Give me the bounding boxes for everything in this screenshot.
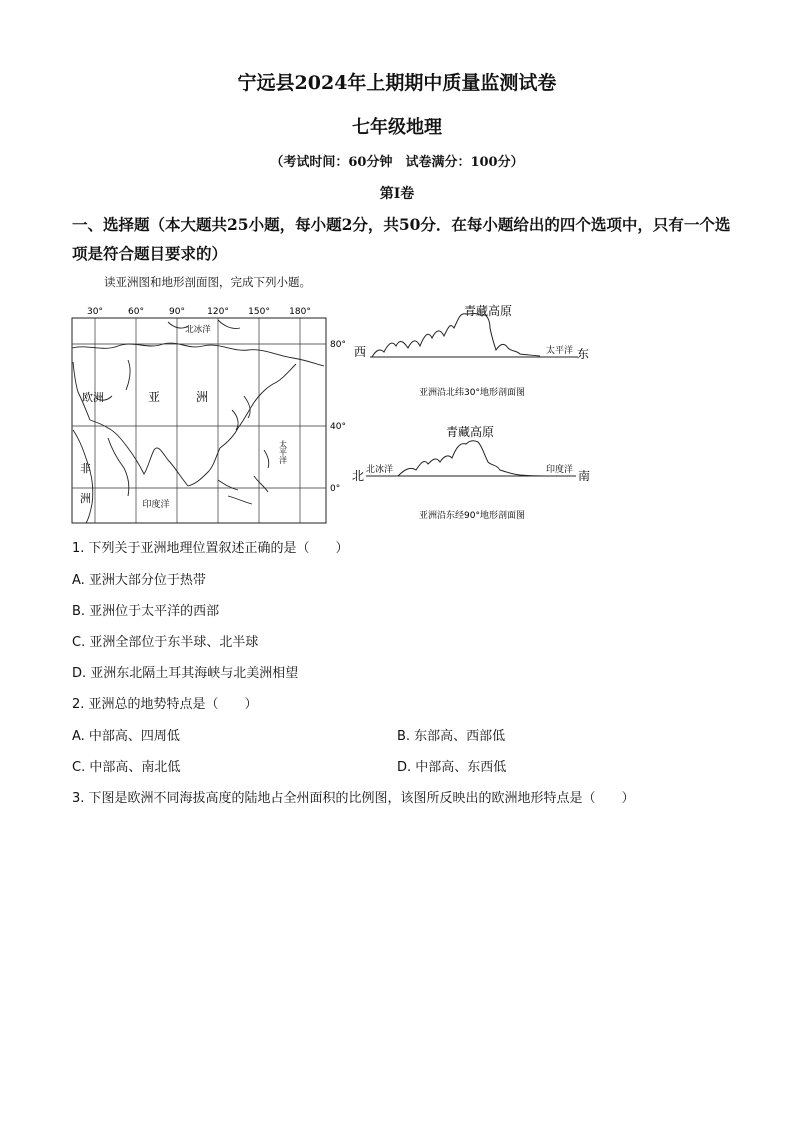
profile1-ocean-label: 太平洋: [546, 346, 574, 356]
question-1-stem: 1. 下列关于亚洲地理位置叙述正确的是（ ）: [72, 541, 349, 556]
profile1-west-label: 西: [354, 345, 367, 359]
lat-label-80: 80°: [330, 340, 346, 350]
pacific-ocean-label: 太平洋: [278, 440, 288, 464]
question-intro: 读亚洲图和地形剖面图，完成下列小题。: [104, 275, 311, 289]
lon-label-150: 150°: [248, 307, 270, 317]
question-1-option-a[interactable]: A. 亚洲大部分位于热带: [72, 573, 206, 588]
indian-ocean-label: 印度洋: [142, 500, 170, 510]
profile1-peak-label: 青藏高原: [463, 304, 513, 318]
lat-label-0: 0°: [330, 484, 341, 494]
exam-info: （考试时间：60分钟 试卷满分：100分）: [270, 155, 524, 170]
coastlines: [72, 320, 324, 523]
asia-label-1: 亚: [148, 390, 161, 404]
question-1-option-d[interactable]: D. 亚洲东北隔土耳其海峡与北美洲相望: [72, 666, 299, 681]
africa-label-1: 非: [80, 462, 91, 475]
profile1-caption: 亚洲沿北纬30°地形剖面图: [419, 388, 525, 398]
profile2-caption: 亚洲沿东经90°地形剖面图: [419, 511, 525, 521]
map-frame: [72, 318, 326, 523]
profile1-east-label: 东: [577, 347, 590, 361]
lon-label-90: 90°: [169, 307, 185, 317]
asia-map: [68, 300, 358, 530]
profile2-north-label: 北: [352, 469, 365, 483]
question-3-stem: 3. 下图是欧洲不同海拔高度的陆地占全州面积的比例图，该图所反映出的欧洲地形特点是（ ）: [72, 791, 635, 806]
exam-title: 宁远县2024年上期期中质量监测试卷: [237, 72, 557, 94]
question-2-stem: 2. 亚洲总的地势特点是（ ）: [72, 697, 258, 712]
profile2-peak-label: 青藏高原: [445, 425, 495, 439]
arctic-ocean-label: 北冰洋: [185, 325, 211, 335]
profile2-arctic-label: 北冰洋: [366, 465, 394, 475]
profile2-indian-label: 印度洋: [546, 465, 574, 475]
question-2-option-d[interactable]: D. 中部高、东西低: [397, 760, 507, 775]
subject-title: 七年级地理: [352, 117, 442, 138]
volume-label: 第Ⅰ卷: [379, 186, 415, 202]
asia-label-2: 洲: [196, 390, 209, 404]
lon-label-180: 180°: [289, 307, 311, 317]
question-2-option-c[interactable]: C. 中部高、南北低: [72, 760, 181, 775]
africa-label-2: 洲: [80, 492, 91, 505]
profile-30n: [350, 300, 600, 405]
europe-label: 欧洲: [82, 391, 104, 404]
question-2-option-a[interactable]: A. 中部高、四周低: [72, 729, 180, 744]
map-grid: [72, 318, 326, 523]
lon-label-120: 120°: [207, 307, 229, 317]
section-instruction: 一、选择题（本大题共25小题，每小题2分，共50分．在每小题给出的四个选项中，只有一个选项是符合题目要求的）: [72, 215, 731, 263]
question-2-option-b[interactable]: B. 东部高、西部低: [397, 729, 506, 744]
lat-label-40: 40°: [330, 422, 346, 432]
profile2-south-label: 南: [578, 469, 591, 483]
question-1-option-b[interactable]: B. 亚洲位于太平洋的西部: [72, 604, 220, 619]
question-1-option-c[interactable]: C. 亚洲全部位于东半球、北半球: [72, 635, 259, 650]
profile-90e: [350, 420, 600, 525]
profile1-terrain: [372, 314, 540, 358]
lon-label-30: 30°: [87, 307, 103, 317]
profile2-terrain: [398, 441, 546, 476]
lon-label-60: 60°: [128, 307, 144, 317]
